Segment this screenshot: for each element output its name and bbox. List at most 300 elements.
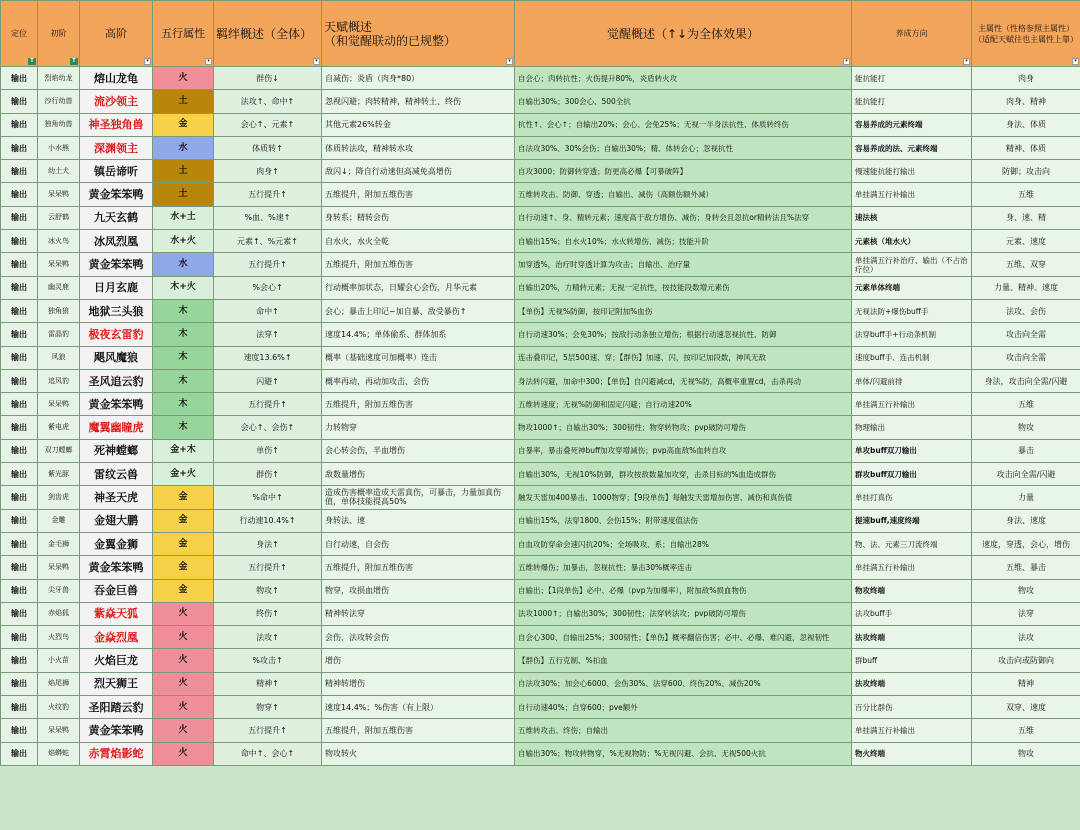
attribute-cell[interactable]: 物攻 xyxy=(972,579,1080,602)
talent-cell[interactable]: 忽视闪避；肉转精神，精神转土、终伤 xyxy=(322,90,515,113)
bond-cell[interactable]: 肉身↑ xyxy=(214,160,322,183)
dropdown-icon[interactable]: ▾ xyxy=(1072,58,1079,65)
attribute-cell[interactable]: 物攻 xyxy=(972,742,1080,765)
awaken-cell[interactable]: 自输出；【1段单伤】必中、必爆（pvp为加爆率），附加敌%损血物伤 xyxy=(515,579,852,602)
direction-cell[interactable]: 能抗能打 xyxy=(852,90,972,113)
high-stage-cell[interactable]: 地狱三头狼 xyxy=(80,299,153,322)
attribute-cell[interactable]: 攻击向全需 xyxy=(972,346,1080,369)
element-cell[interactable]: 水 xyxy=(153,253,214,276)
attribute-cell[interactable]: 法攻 xyxy=(972,626,1080,649)
awaken-cell[interactable]: 自输出30%；300会心、500全抗 xyxy=(515,90,852,113)
direction-cell[interactable]: 单挂满五行补输出 xyxy=(852,719,972,742)
talent-cell[interactable]: 速度14.4%；%伤害（有上限） xyxy=(322,696,515,719)
header-talent[interactable]: 天赋概述 （和觉醒联动的已规整） ▾ xyxy=(322,1,515,67)
filter-icon[interactable]: T xyxy=(70,58,78,65)
role-cell[interactable]: 输出 xyxy=(1,323,38,346)
attribute-cell[interactable]: 肉身、精神 xyxy=(972,90,1080,113)
awaken-cell[interactable]: 自输出30%，无视10%防御，群攻按敌数量加攻穿，击杀目标的%血造成群伤 xyxy=(515,463,852,486)
awaken-cell[interactable]: 自血攻防穿命会速闪抗20%；全场吸攻、系；自输出28% xyxy=(515,532,852,555)
low-stage-cell[interactable]: 火纹豹 xyxy=(38,696,80,719)
awaken-cell[interactable]: 自会心300、自输出25%；300韧性；【单伤】概率翻倍伤害；必中、必爆、难闪避，忽视韧性 xyxy=(515,626,852,649)
direction-cell[interactable]: 单体/闪避前排 xyxy=(852,369,972,392)
dropdown-icon[interactable]: ▾ xyxy=(144,58,151,65)
bond-cell[interactable]: 元素↑、%元素↑ xyxy=(214,230,322,253)
talent-cell[interactable]: 身转系；精转会伤 xyxy=(322,206,515,229)
talent-cell[interactable]: 体质转法攻，精神转水攻 xyxy=(322,136,515,159)
element-cell[interactable]: 木+火 xyxy=(153,276,214,299)
direction-cell[interactable]: 速度buff手、连击机制 xyxy=(852,346,972,369)
table-row xyxy=(1,323,1080,346)
header-high[interactable]: 高阶 ▾ xyxy=(80,1,153,67)
role-cell[interactable]: 输出 xyxy=(1,253,38,276)
role-cell[interactable]: 输出 xyxy=(1,183,38,206)
table-row xyxy=(1,696,1080,719)
element-cell[interactable]: 火 xyxy=(153,742,214,765)
awaken-cell[interactable]: 自输出15%，法穿1800、会伤15%；附带速度值法伤 xyxy=(515,509,852,532)
high-stage-cell[interactable]: 深渊领主 xyxy=(80,136,153,159)
attribute-cell[interactable]: 身法，攻击向全需/闪避 xyxy=(972,369,1080,392)
high-stage-cell[interactable]: 流沙领主 xyxy=(80,90,153,113)
direction-cell[interactable]: 单挂打真伤 xyxy=(852,486,972,509)
high-stage-cell[interactable]: 紫焱天狐 xyxy=(80,602,153,625)
direction-cell[interactable]: 元素核（堆水火） xyxy=(852,230,972,253)
bond-cell[interactable]: 五行提升↑ xyxy=(214,393,322,416)
role-cell[interactable]: 输出 xyxy=(1,463,38,486)
high-stage-cell[interactable]: 飓风魔狼 xyxy=(80,346,153,369)
header-role[interactable]: 定位 T xyxy=(1,1,38,67)
element-cell[interactable]: 水+火 xyxy=(153,230,214,253)
bond-cell[interactable]: 命中↑ xyxy=(214,299,322,322)
bond-cell[interactable]: 速度13.6%↑ xyxy=(214,346,322,369)
low-stage-cell[interactable]: 呆呆鸭 xyxy=(38,719,80,742)
high-stage-cell[interactable]: 烈天狮王 xyxy=(80,672,153,695)
attribute-cell[interactable]: 攻击向全需 xyxy=(972,323,1080,346)
low-stage-cell[interactable]: 火烈鸟 xyxy=(38,626,80,649)
dropdown-icon[interactable]: ▾ xyxy=(963,58,970,65)
table-row xyxy=(1,532,1080,555)
direction-cell[interactable]: 能抗能打 xyxy=(852,67,972,90)
attribute-cell[interactable]: 法穿 xyxy=(972,602,1080,625)
talent-cell[interactable]: 五维提升，附加五维伤害 xyxy=(322,393,515,416)
high-stage-cell[interactable]: 黄金笨笨鸭 xyxy=(80,253,153,276)
dropdown-icon[interactable]: ▾ xyxy=(205,58,212,65)
attribute-cell[interactable]: 力量 xyxy=(972,486,1080,509)
attribute-cell[interactable]: 力量、精神、速度 xyxy=(972,276,1080,299)
role-cell[interactable]: 输出 xyxy=(1,649,38,672)
bond-cell[interactable]: 精神↑ xyxy=(214,672,322,695)
element-cell[interactable]: 火 xyxy=(153,672,214,695)
awaken-cell[interactable]: 自输出15%；自水火10%；水火转增伤、减伤；技能升阶 xyxy=(515,230,852,253)
low-stage-cell[interactable]: 幽灵鹿 xyxy=(38,276,80,299)
high-stage-cell[interactable]: 熔山龙龟 xyxy=(80,67,153,90)
direction-cell[interactable]: 元素单体终端 xyxy=(852,276,972,299)
element-cell[interactable]: 金 xyxy=(153,509,214,532)
bond-cell[interactable]: 法穿↑ xyxy=(214,323,322,346)
direction-cell[interactable]: 慢速能抗能打输出 xyxy=(852,160,972,183)
low-stage-cell[interactable]: 金毛狮 xyxy=(38,532,80,555)
low-stage-cell[interactable]: 幼土犬 xyxy=(38,160,80,183)
direction-cell[interactable]: 单挂满五行补输出 xyxy=(852,556,972,579)
element-cell[interactable]: 木 xyxy=(153,393,214,416)
element-cell[interactable]: 金 xyxy=(153,556,214,579)
talent-cell[interactable]: 自水火，水火全乾 xyxy=(322,230,515,253)
direction-cell[interactable]: 速法核 xyxy=(852,206,972,229)
high-stage-cell[interactable]: 圣风追云豹 xyxy=(80,369,153,392)
bond-cell[interactable]: 法攻↑ xyxy=(214,626,322,649)
low-stage-cell[interactable]: 风狼 xyxy=(38,346,80,369)
direction-cell[interactable]: 法攻buff手 xyxy=(852,602,972,625)
high-stage-cell[interactable]: 黄金笨笨鸭 xyxy=(80,183,153,206)
bond-cell[interactable]: 群伤↓ xyxy=(214,67,322,90)
element-cell[interactable]: 土 xyxy=(153,183,214,206)
talent-cell[interactable]: 精神转增伤 xyxy=(322,672,515,695)
awaken-cell[interactable]: 自行动速↑、身、精转元素；速度高于敌方增伤、减伤；身转会且忽抗or精转法且%法穿 xyxy=(515,206,852,229)
bond-cell[interactable]: 终伤↑ xyxy=(214,602,322,625)
awaken-cell[interactable]: 五维转攻击、终伤；自输出 xyxy=(515,719,852,742)
talent-cell[interactable]: 造成伤害概率造成天雷真伤，可暴击，力量加真伤值，单体技能提高50% xyxy=(322,486,515,509)
talent-cell[interactable]: 物攻转火 xyxy=(322,742,515,765)
bond-cell[interactable]: %血、%速↑ xyxy=(214,206,322,229)
attribute-cell[interactable]: 速度，穿透，会心，增伤 xyxy=(972,532,1080,555)
talent-cell[interactable]: 精神转法穿 xyxy=(322,602,515,625)
attribute-cell[interactable]: 精神 xyxy=(972,672,1080,695)
low-stage-cell[interactable]: 焰蟒蛇 xyxy=(38,742,80,765)
direction-cell[interactable]: 提速buff,速度终端 xyxy=(852,509,972,532)
table-row xyxy=(1,369,1080,392)
low-stage-cell[interactable]: 双刀螳螂 xyxy=(38,439,80,462)
low-stage-cell[interactable]: 小火苗 xyxy=(38,649,80,672)
table-row xyxy=(1,299,1080,322)
high-stage-cell[interactable]: 金翅大鹏 xyxy=(80,509,153,532)
awaken-cell[interactable]: 加穿透%，治疗时穿透计算为攻击；自输出、治疗量 xyxy=(515,253,852,276)
attribute-cell[interactable]: 身法、体质 xyxy=(972,113,1080,136)
element-cell[interactable]: 火 xyxy=(153,67,214,90)
attribute-cell[interactable]: 暴击 xyxy=(972,439,1080,462)
talent-cell[interactable]: 敌闪↓；降自行动速但高减免高增伤 xyxy=(322,160,515,183)
bond-cell[interactable]: %攻击↑ xyxy=(214,649,322,672)
role-cell[interactable]: 输出 xyxy=(1,206,38,229)
role-cell[interactable]: 输出 xyxy=(1,90,38,113)
element-cell[interactable]: 火 xyxy=(153,602,214,625)
awaken-cell[interactable]: 自行动速30%；会免30%；按敌行动条独立增伤；根据行动速忽视抗性、防御 xyxy=(515,323,852,346)
table-row xyxy=(1,602,1080,625)
role-cell[interactable]: 输出 xyxy=(1,719,38,742)
direction-cell[interactable]: 单攻buff双刀输出 xyxy=(852,439,972,462)
high-stage-cell[interactable]: 日月玄鹿 xyxy=(80,276,153,299)
bond-cell[interactable]: 命中↑、会心↑ xyxy=(214,742,322,765)
talent-cell[interactable]: 五维提升，附加五维伤害 xyxy=(322,556,515,579)
direction-cell[interactable]: 单挂满五行补输出 xyxy=(852,183,972,206)
low-stage-cell[interactable]: 独角幼兽 xyxy=(38,113,80,136)
role-cell[interactable]: 输出 xyxy=(1,369,38,392)
talent-cell[interactable]: 力转物穿 xyxy=(322,416,515,439)
awaken-cell[interactable]: 自法攻30%；加会心6000、会伤30%、法穿600、终伤20%、减伤20% xyxy=(515,672,852,695)
talent-cell[interactable]: 概率再动，再动加攻击、会伤 xyxy=(322,369,515,392)
element-cell[interactable]: 金+木 xyxy=(153,439,214,462)
attribute-cell[interactable]: 防御；攻击向 xyxy=(972,160,1080,183)
role-cell[interactable]: 输出 xyxy=(1,532,38,555)
bond-cell[interactable]: 群伤↑ xyxy=(214,463,322,486)
talent-cell[interactable]: 行动概率加状态，日耀会心会伤，月华元素 xyxy=(322,276,515,299)
role-cell[interactable]: 输出 xyxy=(1,160,38,183)
awaken-cell[interactable]: 五维转速度；无视%防御和固定闪避；自行动速20% xyxy=(515,393,852,416)
dropdown-icon[interactable]: ▾ xyxy=(506,58,513,65)
awaken-cell[interactable]: 身法转闪避，加命中300；【单伤】自闪避减cd，无视%防，高概率重置cd，击杀再动 xyxy=(515,369,852,392)
role-cell[interactable]: 输出 xyxy=(1,299,38,322)
direction-cell[interactable]: 无视法防+爆伤buff手 xyxy=(852,299,972,322)
high-stage-cell[interactable]: 黄金笨笨鸭 xyxy=(80,719,153,742)
bond-cell[interactable]: 单伤↑ xyxy=(214,439,322,462)
high-stage-cell[interactable]: 雷纹云兽 xyxy=(80,463,153,486)
awaken-cell[interactable]: 触发天雷加400暴击、1000物穿；【9段单伤】每触发天雷增加伤害、减伤和真伤值 xyxy=(515,486,852,509)
attribute-cell[interactable]: 攻击向全需/闪避 xyxy=(972,463,1080,486)
high-stage-cell[interactable]: 魔翼幽瞳虎 xyxy=(80,416,153,439)
header-bond[interactable]: 羁绊概述（全体） ▾ xyxy=(214,1,322,67)
high-stage-cell[interactable]: 圣阳踏云豹 xyxy=(80,696,153,719)
header-low[interactable]: 初阶 T xyxy=(38,1,80,67)
table-row xyxy=(1,719,1080,742)
awaken-cell[interactable]: 自暴率，暴击叠死神buff加攻穿增减伤；pvp高血敌%血转自攻 xyxy=(515,439,852,462)
direction-cell[interactable]: 容易养成的元素终端 xyxy=(852,113,972,136)
talent-cell[interactable]: 自行动速，自会伤 xyxy=(322,532,515,555)
low-stage-cell[interactable]: 呆呆鸭 xyxy=(38,183,80,206)
element-cell[interactable]: 金 xyxy=(153,486,214,509)
element-cell[interactable]: 金 xyxy=(153,113,214,136)
awaken-cell[interactable]: 【单伤】无视%防御，按印记附加%血伤 xyxy=(515,299,852,322)
awaken-cell[interactable]: 自行动速40%；自穿600；pve额外 xyxy=(515,696,852,719)
role-cell[interactable]: 输出 xyxy=(1,136,38,159)
talent-cell[interactable]: 身转法、速 xyxy=(322,509,515,532)
element-cell[interactable]: 金 xyxy=(153,579,214,602)
attribute-cell[interactable]: 身、速、精 xyxy=(972,206,1080,229)
element-cell[interactable]: 木 xyxy=(153,323,214,346)
high-stage-cell[interactable]: 吞金巨兽 xyxy=(80,579,153,602)
attribute-cell[interactable]: 精神、体质 xyxy=(972,136,1080,159)
element-cell[interactable]: 木 xyxy=(153,299,214,322)
attribute-cell[interactable]: 双穿、速度 xyxy=(972,696,1080,719)
awaken-cell[interactable]: 五维转攻击、防御、穿透；自输出、减伤（高额伤额外减） xyxy=(515,183,852,206)
role-cell[interactable]: 输出 xyxy=(1,602,38,625)
talent-cell[interactable]: 物穿，攻损血增伤 xyxy=(322,579,515,602)
high-stage-cell[interactable]: 神圣天虎 xyxy=(80,486,153,509)
high-stage-cell[interactable]: 金焱烈凰 xyxy=(80,626,153,649)
low-stage-cell[interactable]: 紫电虎 xyxy=(38,416,80,439)
dropdown-icon[interactable]: ▾ xyxy=(843,58,850,65)
talent-cell[interactable]: 概率（基础速度可加概率）连击 xyxy=(322,346,515,369)
direction-cell[interactable]: 法穿buff手+行动条机制 xyxy=(852,323,972,346)
bond-cell[interactable]: 五行提升↑ xyxy=(214,183,322,206)
attribute-cell[interactable]: 五维 xyxy=(972,393,1080,416)
high-stage-cell[interactable]: 黄金笨笨鸭 xyxy=(80,556,153,579)
high-stage-cell[interactable]: 神圣独角兽 xyxy=(80,113,153,136)
role-cell[interactable]: 输出 xyxy=(1,276,38,299)
low-stage-cell[interactable]: 赤焰狐 xyxy=(38,602,80,625)
low-stage-cell[interactable]: 焰尾狮 xyxy=(38,672,80,695)
low-stage-cell[interactable]: 独角狼 xyxy=(38,299,80,322)
low-stage-cell[interactable]: 云舒鹤 xyxy=(38,206,80,229)
bond-cell[interactable]: 五行提升↑ xyxy=(214,556,322,579)
awaken-cell[interactable]: 连击叠印记，5层500速、穿；【群伤】加速、闪，按印记加段数，神风无敌 xyxy=(515,346,852,369)
high-stage-cell[interactable]: 黄金笨笨鸭 xyxy=(80,393,153,416)
awaken-cell[interactable]: 自法攻30%、30%会伤；自输出30%；精、体转会心；忽视抗性 xyxy=(515,136,852,159)
role-cell[interactable]: 输出 xyxy=(1,742,38,765)
header-awaken[interactable]: 觉醒概述（↑↓为全体效果） ▾ xyxy=(515,1,852,67)
element-cell[interactable]: 木 xyxy=(153,346,214,369)
high-stage-cell[interactable]: 镇岳谛听 xyxy=(80,160,153,183)
bond-cell[interactable]: 身法↑ xyxy=(214,532,322,555)
direction-cell[interactable]: 单挂满五行补治疗、输出（不占治疗位） xyxy=(852,253,972,276)
role-cell[interactable]: 输出 xyxy=(1,579,38,602)
awaken-cell[interactable]: 【群伤】五行克制、%扣血 xyxy=(515,649,852,672)
element-cell[interactable]: 金+火 xyxy=(153,463,214,486)
table-row xyxy=(1,230,1080,253)
bond-cell[interactable]: 物攻↑ xyxy=(214,579,322,602)
attribute-cell[interactable]: 五维、暴击 xyxy=(972,556,1080,579)
attribute-cell[interactable]: 五维、双穿 xyxy=(972,253,1080,276)
role-cell[interactable]: 输出 xyxy=(1,696,38,719)
role-cell[interactable]: 输出 xyxy=(1,486,38,509)
bond-cell[interactable]: 行动速10.4%↑ xyxy=(214,509,322,532)
attribute-cell[interactable]: 元素、速度 xyxy=(972,230,1080,253)
awaken-cell[interactable]: 法攻1000↑；自输出30%；300韧性；法穿转法攻；pvp破防可增伤 xyxy=(515,602,852,625)
element-cell[interactable]: 火 xyxy=(153,696,214,719)
element-cell[interactable]: 火 xyxy=(153,719,214,742)
low-stage-cell[interactable]: 沙行幼兽 xyxy=(38,90,80,113)
element-cell[interactable]: 火 xyxy=(153,626,214,649)
header-element[interactable]: 五行属性 ▾ xyxy=(153,1,214,67)
high-stage-cell[interactable]: 金翼金狮 xyxy=(80,532,153,555)
low-stage-cell[interactable]: 剑齿虎 xyxy=(38,486,80,509)
high-stage-cell[interactable]: 死神螳螂 xyxy=(80,439,153,462)
role-cell[interactable]: 输出 xyxy=(1,556,38,579)
attribute-cell[interactable]: 法攻、会伤 xyxy=(972,299,1080,322)
low-stage-cell[interactable]: 小水熊 xyxy=(38,136,80,159)
header-row xyxy=(1,1,1080,67)
bond-cell[interactable]: 五行提升↑ xyxy=(214,719,322,742)
role-cell[interactable]: 输出 xyxy=(1,393,38,416)
attribute-cell[interactable]: 五维 xyxy=(972,183,1080,206)
role-cell[interactable]: 输出 xyxy=(1,416,38,439)
role-cell[interactable]: 输出 xyxy=(1,346,38,369)
low-stage-cell[interactable]: 尖牙兽 xyxy=(38,579,80,602)
bond-cell[interactable]: %命中↑ xyxy=(214,486,322,509)
filter-icon[interactable]: T xyxy=(28,58,36,65)
awaken-cell[interactable]: 自输出30%；物攻转物穿，%无视物防；%无视闪避、会抗、无视500火抗 xyxy=(515,742,852,765)
low-stage-cell[interactable]: 烈焰幼龙 xyxy=(38,67,80,90)
direction-cell[interactable]: 物理输出 xyxy=(852,416,972,439)
direction-cell[interactable]: 单挂满五行补输出 xyxy=(852,393,972,416)
talent-cell[interactable]: 五维提升，附加五维伤害 xyxy=(322,719,515,742)
direction-cell[interactable]: 百分比群伤 xyxy=(852,696,972,719)
dropdown-icon[interactable]: ▾ xyxy=(313,58,320,65)
talent-cell[interactable]: 其他元素26%转金 xyxy=(322,113,515,136)
talent-cell[interactable]: 五维提升，附加五维伤害 xyxy=(322,183,515,206)
element-cell[interactable]: 土 xyxy=(153,90,214,113)
low-stage-cell[interactable]: 呆呆鸭 xyxy=(38,556,80,579)
talent-cell[interactable]: 会伤，法攻转会伤 xyxy=(322,626,515,649)
talent-cell[interactable]: 五维提升，附加五维伤害 xyxy=(322,253,515,276)
direction-cell[interactable]: 物火终端 xyxy=(852,742,972,765)
attribute-cell[interactable]: 五维 xyxy=(972,719,1080,742)
awaken-cell[interactable]: 抗性↑、会心↑；自输出20%；会心、会免25%；无视一半身法抗性、体质转终伤 xyxy=(515,113,852,136)
direction-cell[interactable]: 物攻终端 xyxy=(852,579,972,602)
bond-cell[interactable]: 法攻↑、命中↑ xyxy=(214,90,322,113)
low-stage-cell[interactable]: 冰火鸟 xyxy=(38,230,80,253)
talent-cell[interactable]: 速度14.4%；单体偷系、群体加系 xyxy=(322,323,515,346)
attribute-cell[interactable]: 肉身 xyxy=(972,67,1080,90)
low-stage-cell[interactable]: 呆呆鸭 xyxy=(38,393,80,416)
table-row xyxy=(1,579,1080,602)
low-stage-cell[interactable]: 紫光豚 xyxy=(38,463,80,486)
talent-cell[interactable]: 会心；暴击上印记~加自暴、敌受暴伤↑ xyxy=(322,299,515,322)
bond-cell[interactable]: 物穿↑ xyxy=(214,696,322,719)
high-stage-cell[interactable]: 冰凤烈凰 xyxy=(80,230,153,253)
element-cell[interactable]: 金 xyxy=(153,532,214,555)
high-stage-cell[interactable]: 火焰巨龙 xyxy=(80,649,153,672)
header-attr[interactable]: 主属性（性格参照主属性）（适配天赋往也主属性上靠） ▾ xyxy=(972,1,1080,67)
high-stage-cell[interactable]: 极夜玄雷豹 xyxy=(80,323,153,346)
role-cell[interactable]: 输出 xyxy=(1,113,38,136)
role-cell[interactable]: 输出 xyxy=(1,509,38,532)
low-stage-cell[interactable]: 追风豹 xyxy=(38,369,80,392)
direction-cell[interactable]: 法攻终端 xyxy=(852,626,972,649)
element-cell[interactable]: 木 xyxy=(153,416,214,439)
bond-cell[interactable]: %会心↑ xyxy=(214,276,322,299)
awaken-cell[interactable]: 五维转爆伤；加暴击，忽视抗性；暴击30%概率连击 xyxy=(515,556,852,579)
role-cell[interactable]: 输出 xyxy=(1,67,38,90)
awaken-cell[interactable]: 自输出20%，力精转元素；无视一定抗性，按技能段数增元素伤 xyxy=(515,276,852,299)
awaken-cell[interactable]: 自攻3000；防御转穿透；防更高必爆【可暴破阵】 xyxy=(515,160,852,183)
direction-cell[interactable]: 物、法、元素三刀流终端 xyxy=(852,532,972,555)
table-row xyxy=(1,742,1080,765)
awaken-cell[interactable]: 自会心；肉转抗性；火伤提升80%，炎盾转火攻 xyxy=(515,67,852,90)
bond-cell[interactable]: 会心↑、会伤↑ xyxy=(214,416,322,439)
attribute-cell[interactable]: 身法、速度 xyxy=(972,509,1080,532)
awaken-cell[interactable]: 物攻1000↑；自输出30%；300韧性；物穿转物攻；pvp破防可增伤 xyxy=(515,416,852,439)
direction-cell[interactable]: 群buff xyxy=(852,649,972,672)
direction-cell[interactable]: 容易养成的法、元素终端 xyxy=(852,136,972,159)
bond-cell[interactable]: 会心↑、元素↑ xyxy=(214,113,322,136)
talent-cell[interactable]: 会心转会伤，半血增伤 xyxy=(322,439,515,462)
low-stage-cell[interactable]: 雷晶豹 xyxy=(38,323,80,346)
high-stage-cell[interactable]: 赤霄焰影蛇 xyxy=(80,742,153,765)
role-cell[interactable]: 输出 xyxy=(1,672,38,695)
attribute-cell[interactable]: 攻击向或防御向 xyxy=(972,649,1080,672)
attribute-cell[interactable]: 物攻 xyxy=(972,416,1080,439)
high-stage-cell[interactable]: 九天玄鹤 xyxy=(80,206,153,229)
talent-cell[interactable]: 敌数量增伤 xyxy=(322,463,515,486)
element-cell[interactable]: 木 xyxy=(153,369,214,392)
element-cell[interactable]: 水 xyxy=(153,136,214,159)
low-stage-cell[interactable]: 呆呆鸭 xyxy=(38,253,80,276)
direction-cell[interactable]: 法攻终端 xyxy=(852,672,972,695)
bond-cell[interactable]: 五行提升↑ xyxy=(214,253,322,276)
talent-cell[interactable]: 自减伤；炎盾（肉身*80） xyxy=(322,67,515,90)
bond-cell[interactable]: 闪避↑ xyxy=(214,369,322,392)
table-row xyxy=(1,206,1080,229)
direction-cell[interactable]: 群攻buff双刀输出 xyxy=(852,463,972,486)
bond-cell[interactable]: 体质转↑ xyxy=(214,136,322,159)
header-direction[interactable]: 养成方向 ▾ xyxy=(852,1,972,67)
role-cell[interactable]: 输出 xyxy=(1,439,38,462)
talent-cell[interactable]: 增伤 xyxy=(322,649,515,672)
element-cell[interactable]: 火 xyxy=(153,649,214,672)
low-stage-cell[interactable]: 金雕 xyxy=(38,509,80,532)
role-cell[interactable]: 输出 xyxy=(1,626,38,649)
element-cell[interactable]: 土 xyxy=(153,160,214,183)
element-cell[interactable]: 水+土 xyxy=(153,206,214,229)
role-cell[interactable]: 输出 xyxy=(1,230,38,253)
